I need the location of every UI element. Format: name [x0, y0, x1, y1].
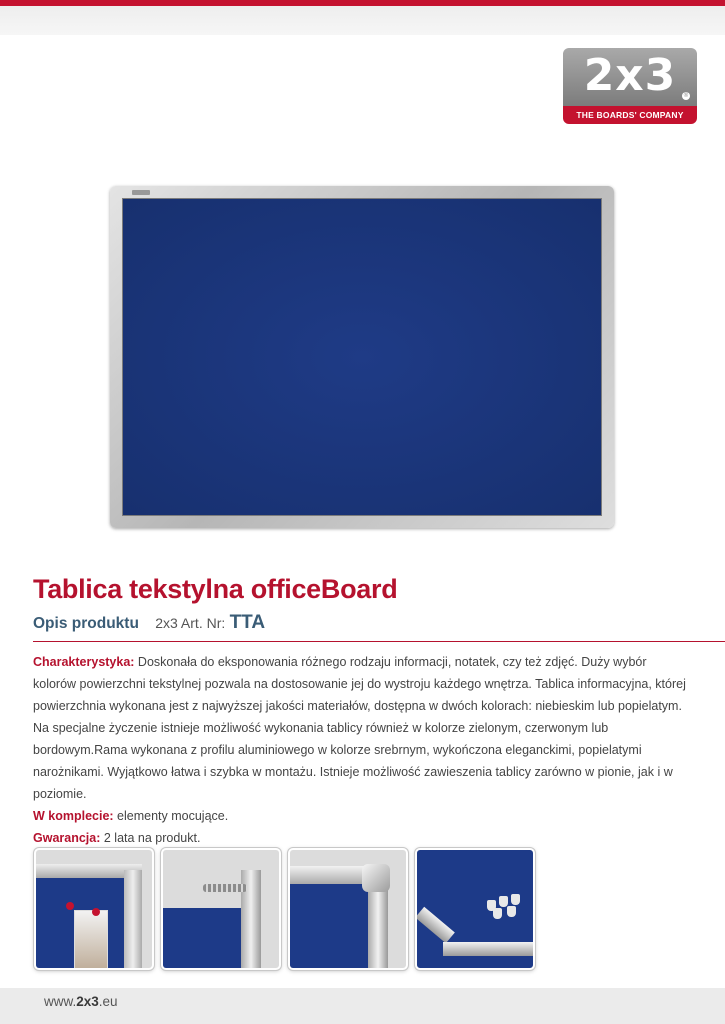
description-label: Opis produktu	[33, 615, 139, 632]
detail-image-pinned-photo	[34, 848, 154, 970]
pin-icon	[92, 908, 100, 916]
kit-text: elementy mocujące.	[113, 809, 229, 823]
article-number-label: 2x3 Art. Nr:	[155, 615, 226, 631]
website-link[interactable]	[44, 994, 118, 1009]
registered-icon: ®	[683, 93, 689, 99]
board-felt-surface	[122, 198, 602, 516]
frame-corner	[415, 907, 455, 943]
pushpin-icon	[499, 896, 508, 907]
frame-corner	[362, 864, 390, 892]
kit-label: W komplecie:	[33, 809, 114, 823]
section-divider	[33, 641, 725, 642]
product-subheading	[33, 612, 265, 634]
pushpin-icon	[493, 908, 502, 919]
pinned-photo	[74, 910, 108, 970]
brand-logo	[563, 48, 697, 124]
url-prefix: www.	[44, 994, 77, 1009]
detail-image-corner	[288, 848, 408, 970]
detail-image-pushpins	[415, 848, 535, 970]
warranty-paragraph	[33, 827, 693, 849]
product-image-board	[110, 186, 614, 528]
product-description	[33, 651, 693, 849]
article-code: TTA	[229, 612, 266, 633]
screw-icon	[203, 884, 247, 892]
warranty-label: Gwarancja:	[33, 831, 101, 845]
top-accent-line	[0, 0, 725, 6]
felt-area	[163, 908, 243, 968]
pushpin-icon	[511, 894, 520, 905]
board-label-tab	[132, 190, 150, 195]
logo-badge	[563, 48, 697, 106]
product-title: Tablica tekstylna officeBoard	[33, 574, 398, 604]
logo-tagline: THE BOARDS' COMPANY	[563, 106, 697, 124]
felt-area	[290, 884, 372, 968]
detail-image-screw	[161, 848, 281, 970]
frame-side	[124, 870, 142, 968]
characteristics-text: Doskonała do eksponowania różnego rodzaju informacji, notatek, czy też zdjęć. Duży wybór kolorów powierzchni tekstylnej pozwala na dostosowanie jej do wystroju każdego wnętrza. Tablica informacyjna, której powierzchnia wykonana jest z najwyższej jakości materiałów, dostępna w dwóch kolorach: niebieskim lub popielatym. Na specjalne życzenie istnieje możliwość wykonania tablicy również w kolorze zielonym, czerwonym lub bordowym.Rama wykonana z profilu aluminiowego w kolorze srebrnym, wykończona eleganckimi, popielatymi narożnikami. Wyjątkowo łatwa i szybka w montażu. Istnieje możliwość zawieszenia tablicy zarówno w pionie, jak i w poziomie.	[33, 655, 686, 801]
url-suffix: .eu	[98, 994, 118, 1009]
warranty-text: 2 lata na produkt.	[100, 831, 201, 845]
logo-mark: 2x3	[583, 50, 677, 101]
frame-bottom	[443, 942, 533, 956]
pushpin-icon	[507, 906, 516, 917]
characteristics-paragraph	[33, 651, 693, 805]
pin-icon	[66, 902, 74, 910]
url-domain: 2x3	[76, 994, 99, 1009]
characteristics-label: Charakterystyka:	[33, 655, 135, 669]
kit-paragraph	[33, 805, 693, 827]
